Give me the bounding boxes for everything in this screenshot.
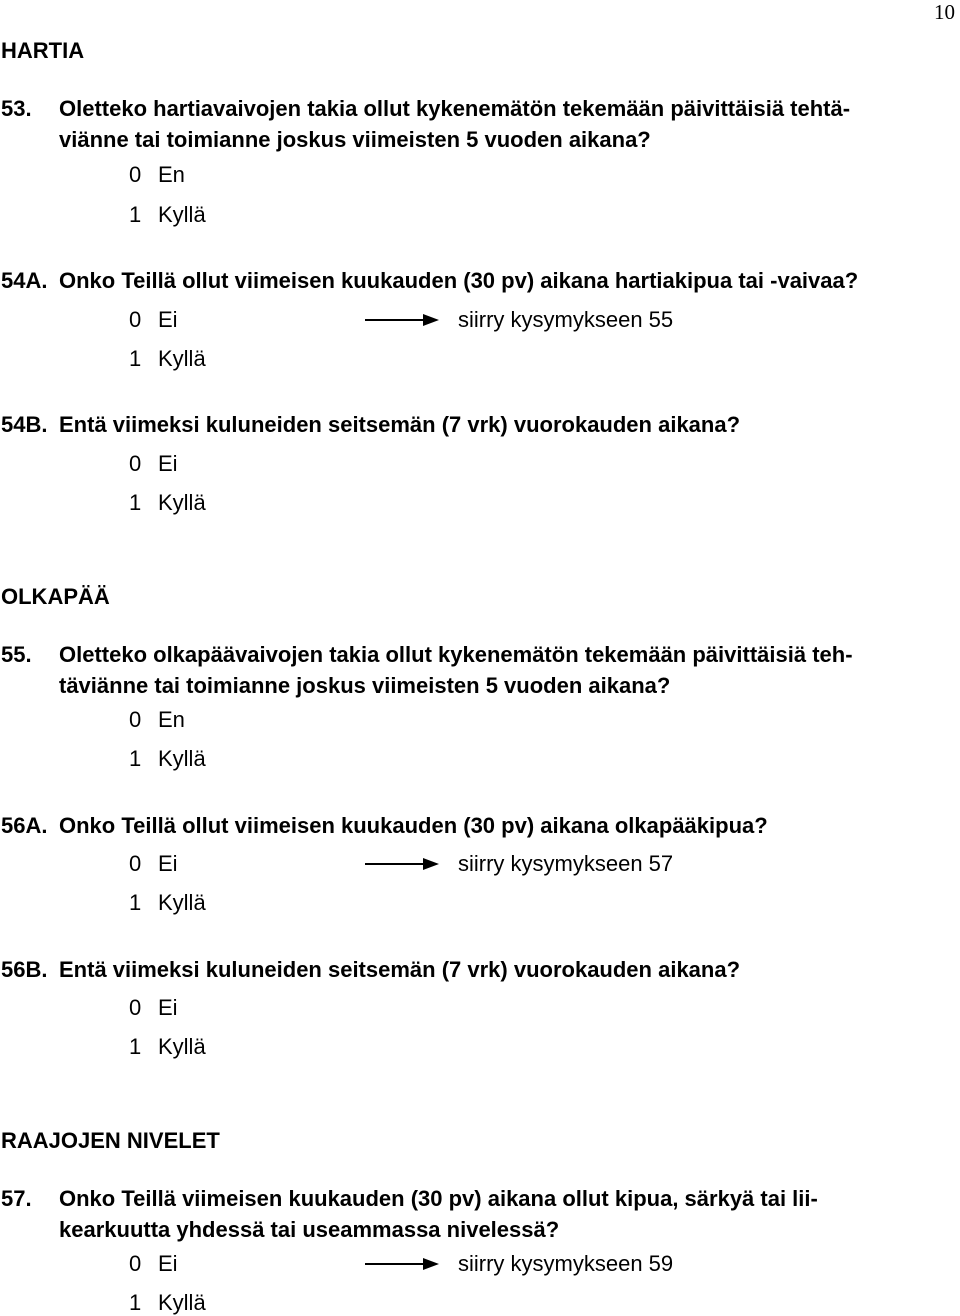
skip-arrow-icon xyxy=(365,1257,439,1271)
option-label: Kyllä xyxy=(158,1034,206,1059)
option-label: Kyllä xyxy=(158,890,206,915)
question-57-number: 57. xyxy=(1,1186,32,1211)
question-55-line-1: Oletteko olkapäävaivojen takia ollut kykenemätön tekemään päivittäisiä teh- xyxy=(59,642,853,667)
option-code: 1 xyxy=(129,890,142,915)
option-label: Ei xyxy=(158,851,178,876)
skip-instruction-57: siirry kysymykseen 59 xyxy=(458,1251,674,1276)
option-code: 1 xyxy=(129,202,142,227)
option-label: Ei xyxy=(158,307,178,332)
section-heading-olkapaa: OLKAPÄÄ xyxy=(1,584,110,609)
question-56a-text: Onko Teillä ollut viimeisen kuukauden (30 pv) aikana olkapääkipua? xyxy=(59,813,768,838)
option-label: Ei xyxy=(158,995,178,1020)
option-54b-1[interactable] xyxy=(129,490,206,516)
skip-arrow-icon xyxy=(365,313,439,327)
option-56a-1[interactable] xyxy=(129,890,206,916)
question-55-line-2: täviänne tai toimianne joskus viimeisten 5 vuoden aikana? xyxy=(59,673,671,698)
option-code: 0 xyxy=(129,1251,142,1276)
option-57-1[interactable] xyxy=(129,1290,206,1316)
option-label: En xyxy=(158,707,185,732)
question-56b-number: 56B. xyxy=(1,957,48,982)
option-56b-0[interactable] xyxy=(129,995,178,1021)
question-56a-number: 56A. xyxy=(1,813,48,838)
option-label: En xyxy=(158,162,185,187)
skip-arrow-icon xyxy=(365,857,439,871)
option-label: Ei xyxy=(158,451,178,476)
question-53-line-1: Oletteko hartiavaivojen takia ollut kykenemätön tekemään päivittäisiä tehtä- xyxy=(59,96,851,121)
option-code: 0 xyxy=(129,995,142,1020)
question-54b-text: Entä viimeksi kuluneiden seitsemän (7 vrk) vuorokauden aikana? xyxy=(59,412,741,437)
page-number: 10 xyxy=(934,0,955,24)
question-57-text xyxy=(59,1183,919,1245)
question-53-line-2: viänne tai toimianne joskus viimeisten 5 vuoden aikana? xyxy=(59,127,651,152)
option-label: Kyllä xyxy=(158,202,206,227)
section-heading-hartia: HARTIA xyxy=(1,38,85,63)
question-57-line-2: kearkuutta yhdessä tai useammassa nivelessä? xyxy=(59,1217,560,1242)
option-code: 1 xyxy=(129,490,142,515)
option-code: 0 xyxy=(129,162,142,187)
option-label: Ei xyxy=(158,1251,178,1276)
option-label: Kyllä xyxy=(158,346,206,371)
option-label: Kyllä xyxy=(158,746,206,771)
option-54a-0[interactable] xyxy=(129,307,178,333)
option-code: 0 xyxy=(129,707,142,732)
question-54b-number: 54B. xyxy=(1,412,48,437)
question-55-text xyxy=(59,639,919,701)
option-code: 1 xyxy=(129,746,142,771)
option-code: 0 xyxy=(129,851,142,876)
question-56b-text: Entä viimeksi kuluneiden seitsemän (7 vrk) vuorokauden aikana? xyxy=(59,957,741,982)
question-57-line-1: Onko Teillä viimeisen kuukauden (30 pv) aikana ollut kipua, särkyä tai lii- xyxy=(59,1186,818,1211)
option-56a-0[interactable] xyxy=(129,851,178,877)
question-55-number: 55. xyxy=(1,642,32,667)
section-heading-raajojen-nivelet: RAAJOJEN NIVELET xyxy=(1,1128,220,1153)
option-53-0[interactable] xyxy=(129,162,185,188)
option-54b-0[interactable] xyxy=(129,451,178,477)
option-53-1[interactable] xyxy=(129,202,206,228)
option-code: 0 xyxy=(129,451,142,476)
option-code: 1 xyxy=(129,1034,142,1059)
option-code: 0 xyxy=(129,307,142,332)
question-53-text xyxy=(59,93,919,155)
option-code: 1 xyxy=(129,1290,142,1315)
skip-instruction-56a: siirry kysymykseen 57 xyxy=(458,851,674,876)
option-56b-1[interactable] xyxy=(129,1034,206,1060)
option-label: Kyllä xyxy=(158,490,206,515)
option-code: 1 xyxy=(129,346,142,371)
skip-instruction-54a: siirry kysymykseen 55 xyxy=(458,307,674,332)
option-55-0[interactable] xyxy=(129,707,185,733)
option-54a-1[interactable] xyxy=(129,346,206,372)
option-55-1[interactable] xyxy=(129,746,206,772)
question-54a-text: Onko Teillä ollut viimeisen kuukauden (30 pv) aikana hartiakipua tai -vaivaa? xyxy=(59,268,859,293)
question-53-number: 53. xyxy=(1,96,32,121)
option-57-0[interactable] xyxy=(129,1251,178,1277)
question-54a-number: 54A. xyxy=(1,268,48,293)
option-label: Kyllä xyxy=(158,1290,206,1315)
